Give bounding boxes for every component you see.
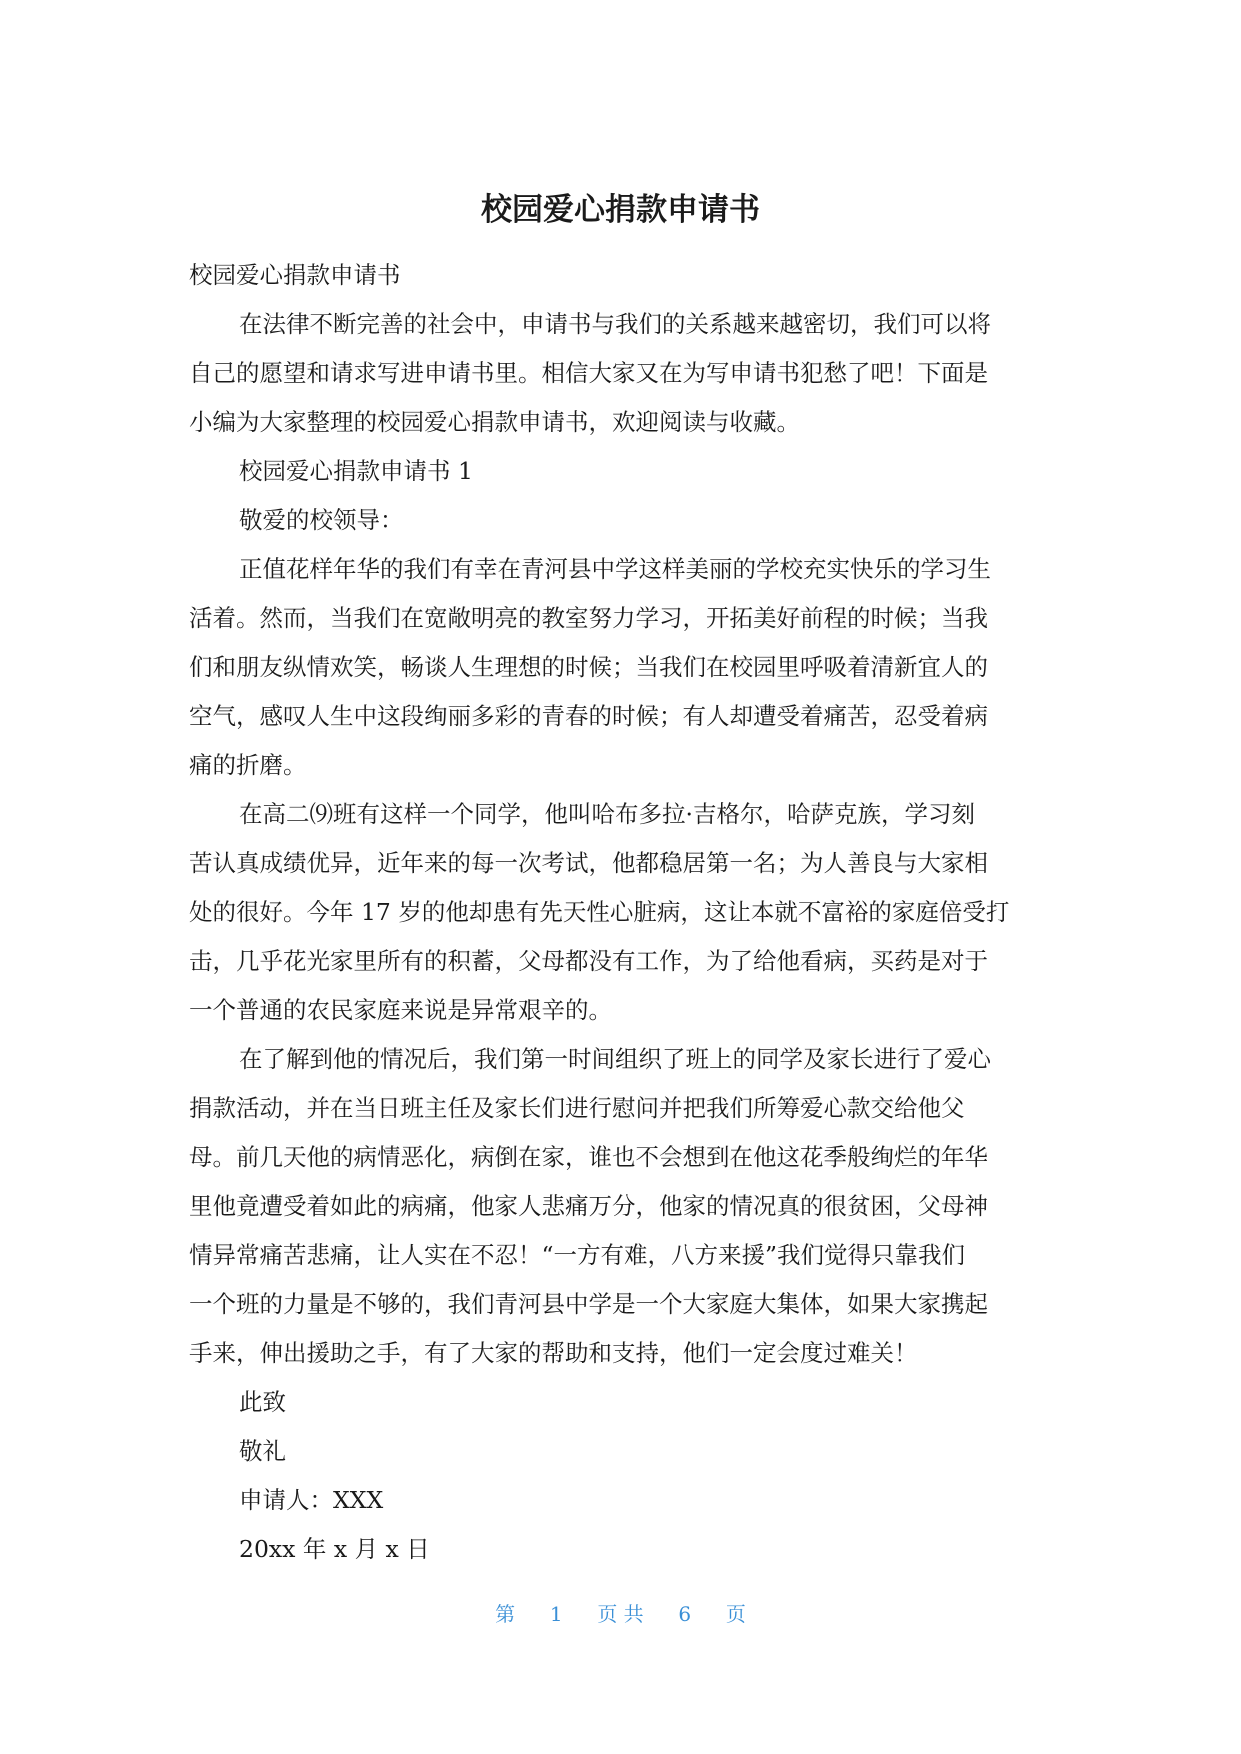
body-line: 苦认真成绩优异，近年来的每一次考试，他都稳居第一名；为人善良与大家相 — [189, 849, 988, 877]
total-pages-number: 6 — [678, 1602, 692, 1626]
date-line: 20xx 年 x 月 x 日 — [239, 1535, 430, 1563]
body-line: 手来，伸出援助之手，有了大家的帮助和支持，他们一定会度过难关！ — [189, 1339, 918, 1367]
body-line: 在了解到他的情况后，我们第一时间组织了班上的同学及家长进行了爱心 — [239, 1045, 991, 1073]
body-line: 一个班的力量是不够的，我们青河县中学是一个大家庭大集体，如果大家携起 — [189, 1290, 988, 1318]
body-line: 处的很好。今年 17 岁的他却患有先天性心脏病，这让本就不富裕的家庭倍受打 — [189, 898, 1010, 926]
body-line: 空气，感叹人生中这段绚丽多彩的青春的时候；有人却遭受着痛苦，忍受着病 — [189, 702, 988, 730]
applicant-signature: 申请人：XXX — [239, 1486, 384, 1514]
salutation: 敬爱的校领导： — [239, 506, 404, 534]
body-line: 一个普通的农民家庭来说是异常艰辛的。 — [189, 996, 612, 1024]
closing-line: 敬礼 — [239, 1437, 286, 1465]
body-line: 里他竟遭受着如此的病痛，他家人悲痛万分，他家的情况真的很贫困，父母神 — [189, 1192, 988, 1220]
footer-suffix: 页 — [725, 1602, 746, 1626]
section-heading: 校园爱心捐款申请书 1 — [239, 457, 473, 485]
body-line: 母。前几天他的病情恶化，病倒在家，谁也不会想到在他这花季般绚烂的年华 — [189, 1143, 988, 1171]
body-line: 捐款活动，并在当日班主任及家长们进行慰问并把我们所筹爱心款交给他父 — [189, 1094, 965, 1122]
closing-line: 此致 — [239, 1388, 286, 1416]
body-line: 情异常痛苦悲痛，让人实在不忍！“一方有难，八方来援”我们觉得只靠我们 — [189, 1241, 966, 1269]
body-line: 在高二⑼班有这样一个同学，他叫哈布多拉·吉格尔，哈萨克族，学习刻 — [239, 800, 975, 828]
document-body — [189, 251, 1052, 1574]
page-footer — [0, 1600, 1241, 1628]
body-line: 击，几乎花光家里所有的积蓄，父母都没有工作，为了给他看病，买药是对于 — [189, 947, 988, 975]
body-line: 们和朋友纵情欢笑，畅谈人生理想的时候；当我们在校园里呼吸着清新宜人的 — [189, 653, 988, 681]
body-line: 自己的愿望和请求写进申请书里。相信大家又在为写申请书犯愁了吧！下面是 — [189, 359, 988, 387]
body-line: 校园爱心捐款申请书 — [189, 261, 401, 289]
document-title: 校园爱心捐款申请书 — [481, 192, 760, 228]
body-line: 在法律不断完善的社会中，申请书与我们的关系越来越密切，我们可以将 — [239, 310, 991, 338]
footer-middle: 页 共 — [597, 1602, 644, 1626]
footer-prefix: 第 — [495, 1602, 516, 1626]
body-line: 活着。然而，当我们在宽敞明亮的教室努力学习，开拓美好前程的时候；当我 — [189, 604, 988, 632]
body-line: 痛的折磨。 — [189, 751, 307, 779]
current-page-number: 1 — [549, 1602, 563, 1626]
body-line: 小编为大家整理的校园爱心捐款申请书，欢迎阅读与收藏。 — [189, 408, 800, 436]
body-line: 正值花样年华的我们有幸在青河县中学这样美丽的学校充实快乐的学习生 — [239, 555, 991, 583]
